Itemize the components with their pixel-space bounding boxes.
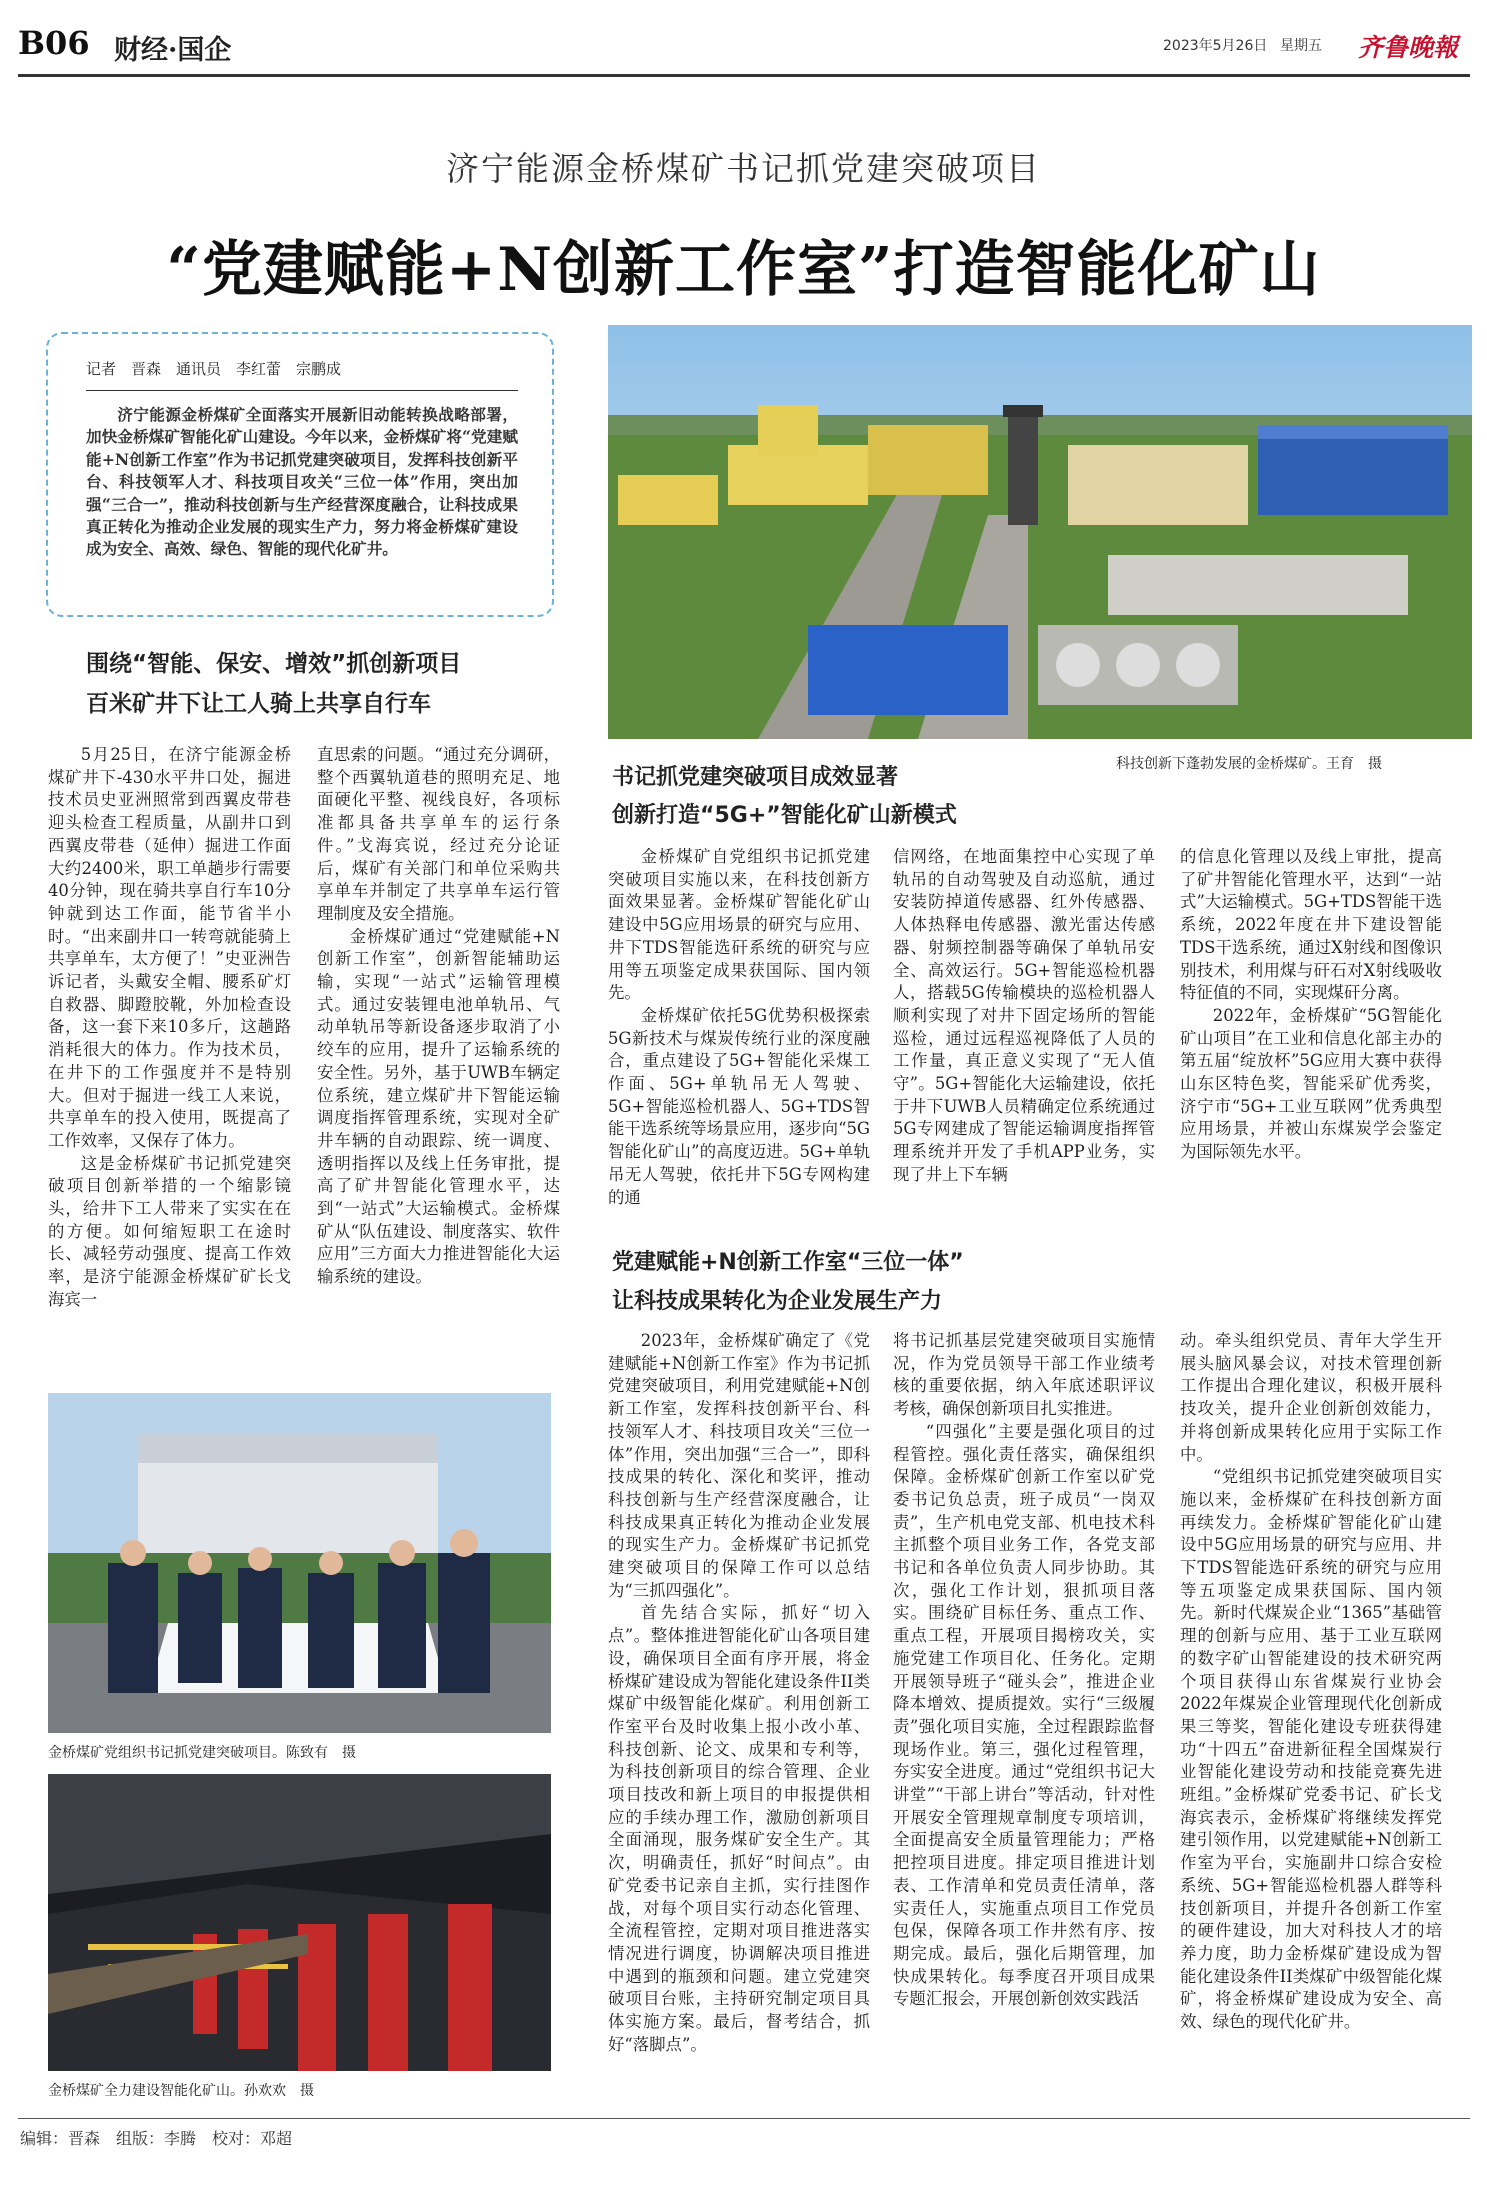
col3-para-2: 金桥煤矿依托5G优势积极探索5G新技术与煤炭传统行业的深度融合，重点建设了5G+智能化采煤工作面、5G+单轨吊无人驾驶、5G+智能巡检机器人、5G+TDS智能干选系统等场景应用，逐步向“5G智能化矿山”的高度迈进。5G+单轨吊无人驾驶，依托井下5G专网构建的通 — [608, 1005, 870, 1207]
photo-mid-caption: 金桥煤矿党组织书记抓党建突破项目。陈致有 摄 — [48, 1745, 356, 1761]
byline-rule — [86, 390, 518, 391]
section3-title-line1: 党建赋能+N创新工作室“三位一体” — [612, 1250, 964, 1275]
section1-title-line2: 百米矿井下让工人骑上共享自行车 — [86, 691, 431, 717]
column-4 — [893, 846, 1155, 1187]
mine-aerial-photo — [608, 325, 1472, 739]
newspaper-logo: 齐鲁晚報 — [1358, 33, 1459, 62]
col1-para-2: 这是金桥煤矿书记抓党建突破项目创新举措的一个缩影镜头，给井下工人带来了实实在在的方便。如何缩短职工在途时长、减轻劳动强度、提高工作效率，是济宁能源金桥煤矿矿长戈海宾一 — [48, 1153, 291, 1309]
col7-para-2: “四强化”主要是强化项目的过程管控。强化责任落实，确保组织保障。金桥煤矿创新工作室以矿党委书记负总责，班子成员“一岗双责”，生产机电党支部、机电技术科主抓整个项目业务工作，各党支部书记和各单位负责人同步协助。其次，强化工作计划，狠抓项目落实。围绕矿目标任务、重点工作、重点工程，开展项目揭榜攻关，实施党建工作项目化、任务化。定期开展领导班子“碰头会”，推进企业降本增效、提质提效。实行“三级履责”强化项目实施，全过程跟踪监督现场作业。第三，强化过程管理，夯实安全进度。通过“党组织书记大讲堂”“干部上讲台”等活动，针对性开展安全管理规章制度专项培训，全面提高安全质量管理能力；严格把控项目进度。排定项目推进计划表、工作清单和党员责任清单，落实责任人，实施重点项目工作党员包保，保障各项工作井然有序、按期完成。最后，强化后期管理，加快成果转化。每季度召开项目成果专题汇报会，开展创新创效实践活 — [893, 1421, 1155, 2009]
col8-para-2: “党组织书记抓党建突破项目实施以来，金桥煤矿在科技创新方面再续发力。金桥煤矿智能化矿山建设中5G应用场景的研究与应用、井下TDS智能选矸系统的研究与应用等五项鉴定成果获国际、国内领先。新时代煤炭企业“1365”基础管理的创新与应用、基于工业互联网的数字矿山智能建设的技术研究两个项目获得山东省煤炭行业协会2022年煤炭企业管理现代化创新成果三等奖，智能化建设专班获得建功“十四五”奋进新征程全国煤炭行业智能化建设劳动和技能竞赛先进班组。”金桥煤矿党委书记、矿长戈海宾表示，金桥煤矿将继续发挥党建引领作用，以党建赋能+N创新工作室为平台，实施副井口综合安检系统、5G+智能巡检机器人群等科技创新项目，并提升各创新工作室的硬件建设，加大对科技人才的培养力度，助力金桥煤矿建设成为智能化建设条件II类煤矿中级智能化煤矿，将金桥煤矿建设成为安全、高效、绿色的现代化矿井。 — [1180, 1467, 1442, 2032]
photo-bottom-caption: 金桥煤矿全力建设智能化矿山。孙欢欢 摄 — [48, 2083, 314, 2099]
section3-title-line2: 让科技成果转化为企业发展生产力 — [612, 1289, 943, 1314]
section2-title-line2: 创新打造“5G+”智能化矿山新模式 — [612, 803, 957, 828]
section2-title-line1: 书记抓党建突破项目成效显著 — [612, 765, 899, 790]
column-3 — [608, 846, 870, 1209]
col3-para-1: 金桥煤矿自党组织书记抓党建突破项目实施以来，在科技创新方面效果显著。金桥煤矿智能化矿山建设中5G应用场景的研究与应用、井下TDS智能选矸系统的研究与应用等五项鉴定成果获国际、国内领先。 — [608, 847, 870, 1003]
weekday: 星期五 — [1280, 38, 1322, 54]
col5-para-2: 2022年，金桥煤矿“5G智能化矿山项目”在工业和信息化部主办的第五届“绽放杯”5G应用大赛中获得山东区特色奖，智能采矿优秀奖，济宁市“5G+工业互联网”优秀典型应用场景，并被山东煤炭学会鉴定为国际领先水平。 — [1180, 1005, 1442, 1162]
section1-title-line1: 围绕“智能、保安、增效”抓创新项目 — [86, 651, 462, 677]
column-5 — [1180, 846, 1442, 1164]
col4-para-1: 信网络，在地面集控中心实现了单轨吊的自动驾驶及自动巡航，通过安装防掉道传感器、红外传感器、人体热释电传感器、激光雷达传感器、射频控制器等确保了单轨吊安全、高效运行。5G+智能巡检机器人，搭载5G传输模块的巡检机器人顺利实现了对井下固定场所的智能巡检，通过远程巡视降低了人员的工作量，真正意义实现了“无人值守”。5G+智能化大运输建设，依托于井下UWB人员精确定位系统通过5G专网建成了智能运输调度指挥管理系统并开发了手机APP业务，实现了井上下车辆 — [893, 847, 1155, 1184]
photo-top-caption: 科技创新下蓬勃发展的金桥煤矿。王育 摄 — [1116, 756, 1382, 772]
col2-para-2: 金桥煤矿通过“党建赋能+N创新工作室”，创新智能辅助运输，实现“一站式”运输管理模式。通过安装锂电池单轨吊、气动单轨吊等新设备逐步取消了小绞车的应用，提升了运输系统的安全性。另外，基于UWB车辆定位系统，建立煤矿井下智能运输调度指挥管理系统，实现对全矿井车辆的自动跟踪、统一调度、透明指挥以及线上任务审批，提高了矿井智能化管理水平，达到“一站式”大运输模式。金桥煤矿从“队伍建设、制度落实、软件应用”三方面大力推进智能化大运输系统的建设。 — [317, 926, 560, 1287]
footer-credits: 编辑：晋森 组版：李腾 校对：邓超 — [20, 2129, 293, 2148]
column-6 — [608, 1330, 870, 2057]
lead-box — [46, 332, 554, 617]
headline-main: “党建赋能+N创新工作室”打造智能化矿山 — [166, 235, 1321, 305]
section-name: 财经·国企 — [114, 35, 232, 66]
col6-para-2: 首先结合实际，抓好“切入点”。整体推进智能化矿山各项目建设，确保项目全面有序开展，将金桥煤矿建设成为智能化建设条件II类煤矿中级智能化煤矿。利用创新工作室平台及时收集上报小改小革、科技创新、论文、成果和专利等，为科技创新项目的综合管理、企业项目技改和新上项目的申报提供相应的手续办理工作，激励创新项目全面涌现，服务煤矿安全生产。其次，明确责任，抓好“时间点”。由矿党委书记亲自主抓，实行挂图作战，对每个项目实行动态化管理、全流程管控，定期对项目推进落实情况进行调度，协调解决项目推进中遇到的瓶颈和问题。建立党建突破项目台账，主持研究制定项目具体实施方案。最后，督考结合，抓好“落脚点”。 — [608, 1603, 870, 2054]
col1-para-1: 5月25日，在济宁能源金桥煤矿井下-430水平井口处，掘进技术员史亚洲照常到西翼皮带巷迎头检查工程质量，从副井口到西翼皮带巷（延伸）掘进工作面大约2400米，职工单趟步行需要40分钟，现在骑共享自行车10分钟就到达工作面，能节省半小时。“出来副井口一转弯就能骑上共享单车，太方便了！”史亚洲告诉记者，头戴安全帽、腰系矿灯自救器、脚蹬胶靴，外加检查设备，这一套下来10多斤，这趟路消耗很大的体力。作为技术员，在井下的工作强度并不是特别大。但对于掘进一线工人来说，共享单车的投入使用，既提高了工作效率，又保存了体力。 — [48, 745, 291, 1150]
headline-kicker: 济宁能源金桥煤矿书记抓党建突破项目 — [446, 149, 1041, 188]
byline: 记者 晋森 通讯员 李红蕾 宗鹏成 — [86, 360, 342, 378]
masthead-rule — [18, 74, 1470, 77]
issue-date: 2023年5月26日 — [1163, 38, 1268, 54]
footer-rule — [18, 2118, 1470, 2119]
column-8 — [1180, 1330, 1442, 2034]
page-number: B06 — [18, 24, 90, 62]
col6-para-1: 2023年，金桥煤矿确定了《党建赋能+N创新工作室》作为书记抓党建突破项目，利用党建赋能+N创新工作室，发挥科技创新平台、科技领军人才、科技项目攻关“三位一体”作用，突出加强“三合一”，即科技成果的转化、深化和奖评，推动科技创新与生产经营深度融合，让科技成果真正转化为推动企业发展的现实生产力。金桥煤矿书记抓党建突破项目的保障工作可以总结为“三抓四强化”。 — [608, 1331, 870, 1600]
column-2 — [317, 744, 560, 1289]
col8-para-1: 动。牵头组织党员、青年大学生开展头脑风暴会议，对技术管理创新工作提出合理化建议，积极开展科技攻关，提升企业创新创效能力，并将创新成果转化应用于实际工作中。 — [1180, 1331, 1442, 1464]
column-1 — [48, 744, 291, 1312]
col7-para-1: 将书记抓基层党建突破项目实施情况，作为党员领导干部工作业绩考核的重要依据，纳入年底述职评议考核，确保创新项目扎实推进。 — [893, 1331, 1155, 1419]
masthead — [18, 22, 1470, 70]
lead-paragraph: 济宁能源金桥煤矿全面落实开展新旧动能转换战略部署，加快金桥煤矿智能化矿山建设。今年以来，金桥煤矿将“党建赋能+N创新工作室”作为书记抓党建突破项目，发挥科技创新平台、科技领军人才、科技项目攻关“三位一体”作用，突出加强“三合一”，推动科技创新与生产经营深度融合，让科技成果真正转化为推动企业发展的现实生产力，努力将金桥煤矿建设成为安全、高效、绿色、智能的现代化矿井。 — [86, 405, 518, 559]
column-7 — [893, 1330, 1155, 2011]
col5-para-1: 的信息化管理以及线上审批，提高了矿井智能化管理水平，达到“一站式”大运输模式。5G+TDS智能干选系统，2022年度在井下建设智能TDS干选系统，通过X射线和图像识别技术，利用煤与矸石对X射线吸收特征值的不同，实现煤矸分离。 — [1180, 847, 1442, 1003]
team-photo — [48, 1393, 551, 1733]
mine-tunnel-photo — [48, 1774, 551, 2071]
col2-para-1: 直思索的问题。“通过充分调研，整个西翼轨道巷的照明充足、地面硬化平整、视线良好，各项标准都具备共享单车的运行条件。”戈海宾说，经过充分论证后，煤矿有关部门和单位采购共享单车并制定了共享单车运行管理制度及安全措施。 — [317, 745, 560, 923]
